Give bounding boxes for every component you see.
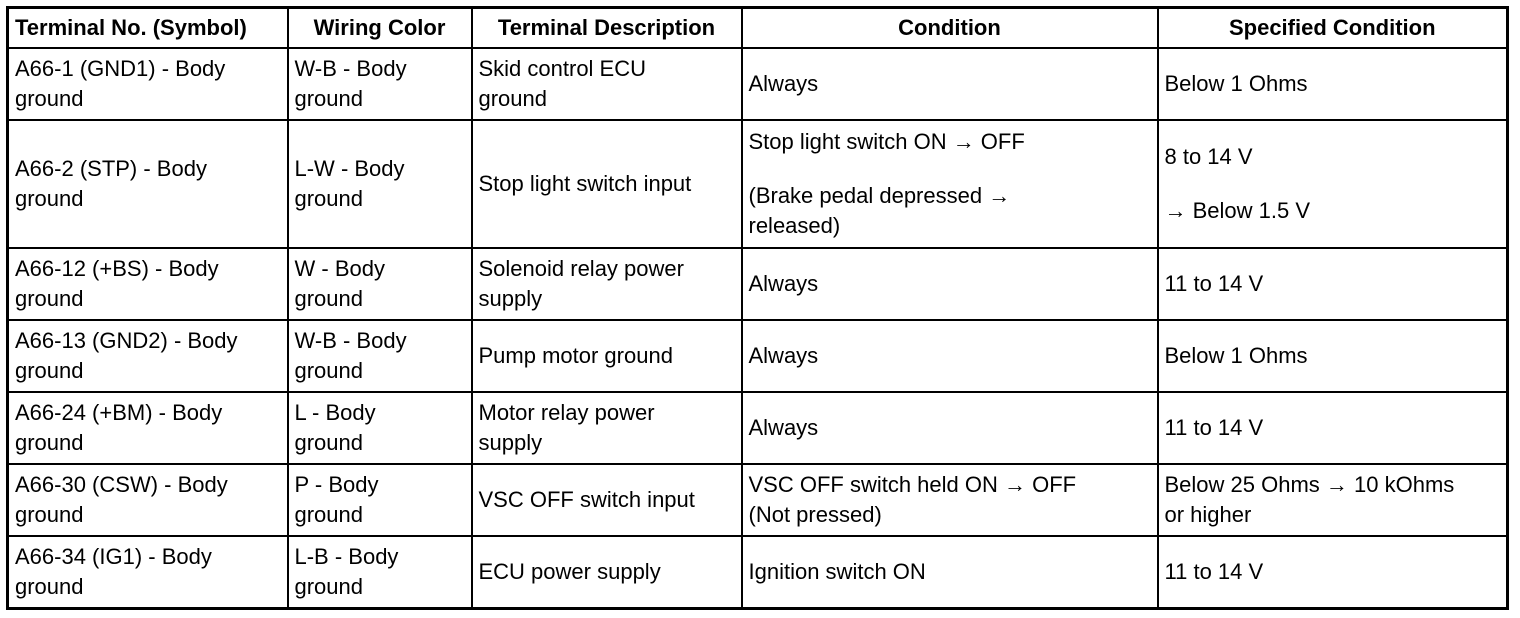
- table-header-row: [8, 8, 1508, 49]
- cell-wiring: W-B - Body ground: [288, 48, 472, 120]
- terminal-spec-table: [6, 6, 1509, 610]
- table-row: [8, 120, 1508, 248]
- table-row: [8, 248, 1508, 320]
- cell-wiring: W - Body ground: [288, 248, 472, 320]
- cell-condition: Always: [742, 392, 1158, 464]
- table-row: [8, 464, 1508, 536]
- cell-condition: Stop light switch ON → OFF (Brake pedal depressed → released): [742, 120, 1158, 248]
- table-row: [8, 48, 1508, 120]
- cell-wiring: L-B - Body ground: [288, 536, 472, 608]
- cell-specified: 11 to 14 V: [1158, 536, 1508, 608]
- cell-terminal: A66-34 (IG1) - Body ground: [8, 536, 288, 608]
- cell-condition: VSC OFF switch held ON → OFF (Not pressed): [742, 464, 1158, 536]
- cell-terminal: A66-12 (+BS) - Body ground: [8, 248, 288, 320]
- table-row: [8, 536, 1508, 608]
- cell-specified: Below 1 Ohms: [1158, 48, 1508, 120]
- cell-description: Stop light switch input: [472, 120, 742, 248]
- cell-description: VSC OFF switch input: [472, 464, 742, 536]
- cell-terminal: A66-24 (+BM) - Body ground: [8, 392, 288, 464]
- header-terminal: Terminal No. (Symbol): [8, 8, 288, 49]
- cell-wiring: P - Body ground: [288, 464, 472, 536]
- cell-specified: 11 to 14 V: [1158, 392, 1508, 464]
- cell-description: ECU power supply: [472, 536, 742, 608]
- cell-condition: Always: [742, 320, 1158, 392]
- cell-wiring: L - Body ground: [288, 392, 472, 464]
- cell-description: Skid control ECU ground: [472, 48, 742, 120]
- cell-terminal: A66-1 (GND1) - Body ground: [8, 48, 288, 120]
- cell-specified: Below 25 Ohms → 10 kOhms or higher: [1158, 464, 1508, 536]
- header-wiring-color: Wiring Color: [288, 8, 472, 49]
- cell-wiring: L-W - Body ground: [288, 120, 472, 248]
- cell-condition: Ignition switch ON: [742, 536, 1158, 608]
- header-terminal-description: Terminal Description: [472, 8, 742, 49]
- cell-condition: Always: [742, 48, 1158, 120]
- table-row: [8, 320, 1508, 392]
- cell-specified: Below 1 Ohms: [1158, 320, 1508, 392]
- cell-wiring: W-B - Body ground: [288, 320, 472, 392]
- cell-specified: 8 to 14 V → Below 1.5 V: [1158, 120, 1508, 248]
- cell-description: Pump motor ground: [472, 320, 742, 392]
- cell-description: Motor relay power supply: [472, 392, 742, 464]
- cell-specified: 11 to 14 V: [1158, 248, 1508, 320]
- cell-description: Solenoid relay power supply: [472, 248, 742, 320]
- cell-terminal: A66-13 (GND2) - Body ground: [8, 320, 288, 392]
- table-row: [8, 392, 1508, 464]
- cell-terminal: A66-30 (CSW) - Body ground: [8, 464, 288, 536]
- header-condition: Condition: [742, 8, 1158, 49]
- header-specified-condition: Specified Condition: [1158, 8, 1508, 49]
- cell-condition: Always: [742, 248, 1158, 320]
- cell-terminal: A66-2 (STP) - Body ground: [8, 120, 288, 248]
